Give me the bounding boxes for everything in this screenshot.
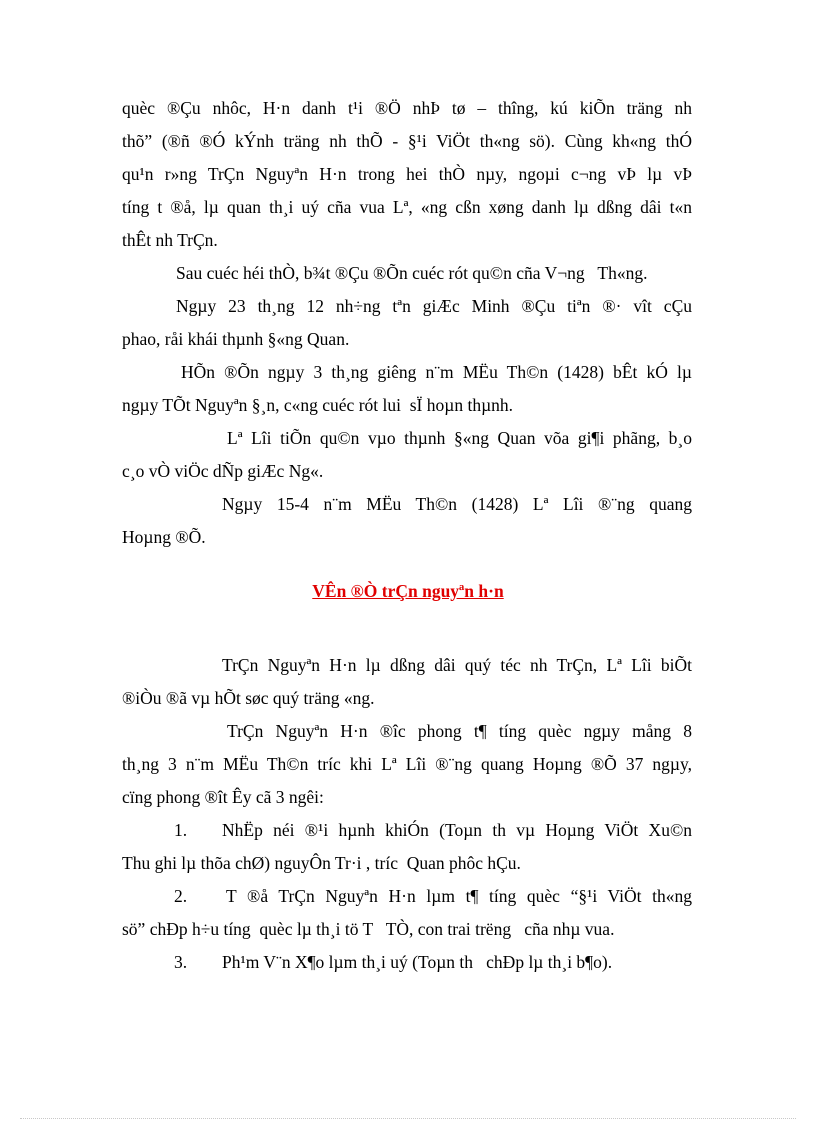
list-number: 3. [174,952,188,972]
body-text-line: Sau cuéc héi thÒ, b¾t ®Çu ®Õn cuéc rót qu©n cña V¬ng Th«ng. [176,263,648,283]
body-text-line: qu¹n r»ng TrÇn Nguyªn H·n trong hei thÒ nµy, ngoµi c¬ng vÞ lµ vÞ [122,164,692,184]
list-item-text: Thu ghi lµ thõa chØ) nguyÔn Tr·i , tríc Quan phôc hÇu. [122,853,521,873]
body-text-line: ®iÒu ®ã vµ hÕt søc quý träng «ng. [122,688,375,708]
body-text-line: phao, råi khái thµnh §«ng Quan. [122,329,350,349]
body-text-line: Lª Lîi tiÕn qu©n vµo thµnh §«ng Quan võa gi¶i phãng, b¸o [227,428,692,448]
body-text-line: c¸o vÒ viÖc dÑp giÆc Ng«. [122,461,324,481]
body-text-line: thõ” (®ñ ®Ó kÝnh träng nh thÕ - §¹i ViÖt th«ng sö). Cùng kh«ng thÓ [122,131,692,151]
body-text-line: cïng phong ®ît Êy cã 3 ngêi: [122,787,324,807]
body-text-line: Ngµy 15-4 n¨m MËu Th©n (1428) Lª Lîi ®¨ng quang [222,494,692,514]
body-text-line: TrÇn Nguyªn H·n ®îc phong t¶ tíng quèc ngµy mång 8 [227,721,692,741]
body-text-line: Hoµng ®Õ. [122,527,206,547]
body-text-line: HÕn ®Õn ngµy 3 th¸ng giêng n¨m MËu Th©n (1428) bÊt kÓ lµ [181,362,692,382]
body-text-line: quèc ®Çu nhôc, H·n danh t¹i ®Ö nhÞ tø – thîng, kú kiÕn träng nh [122,98,692,118]
body-text-line: ngµy TÕt Nguyªn §¸n, c«ng cuéc rót lui sÏ hoµn thµnh. [122,395,514,415]
body-text-line: th¸ng 3 n¨m MËu Th©n tríc khi Lª Lîi ®¨ng quang Hoµng ®Õ 37 ngµy, [122,754,692,774]
list-item-text: NhËp néi ®¹i hµnh khiÓn (Toµn th vµ Hoµng ViÖt Xu©n [222,820,692,840]
body-text-line: tíng t ®å, lµ quan th¸i uý cña vua Lª, «ng cßn xøng danh lµ dßng dâi t«n [122,197,692,217]
page-bottom-divider [20,1118,796,1119]
section-heading: VÊn ®Ò trÇn nguyªn h·n [312,581,504,601]
list-number: 2. [174,886,188,906]
list-number: 1. [174,820,188,840]
body-text-line: Ngµy 23 th¸ng 12 nh÷ng tªn giÆc Minh ®Çu tiªn ®· vît cÇu [176,296,692,316]
body-text-line: TrÇn Nguyªn H·n lµ dßng dâi quý téc nh TrÇn, Lª Lîi biÕt [222,655,692,675]
list-item-text: sö” chÐp h÷u tíng quèc lµ th¸i tö T TÒ, con trai trëng cña nhµ vua. [122,919,615,939]
list-item-text: T ®å TrÇn Nguyªn H·n lµm t¶ tíng quèc “§¹i ViÖt th«ng [226,886,692,906]
list-item-text: Ph¹m V¨n X¶o lµm th¸i uý (Toµn th chÐp lµ th¸i b¶o). [222,952,613,972]
body-text-line: thÊt nh TrÇn. [122,230,218,250]
